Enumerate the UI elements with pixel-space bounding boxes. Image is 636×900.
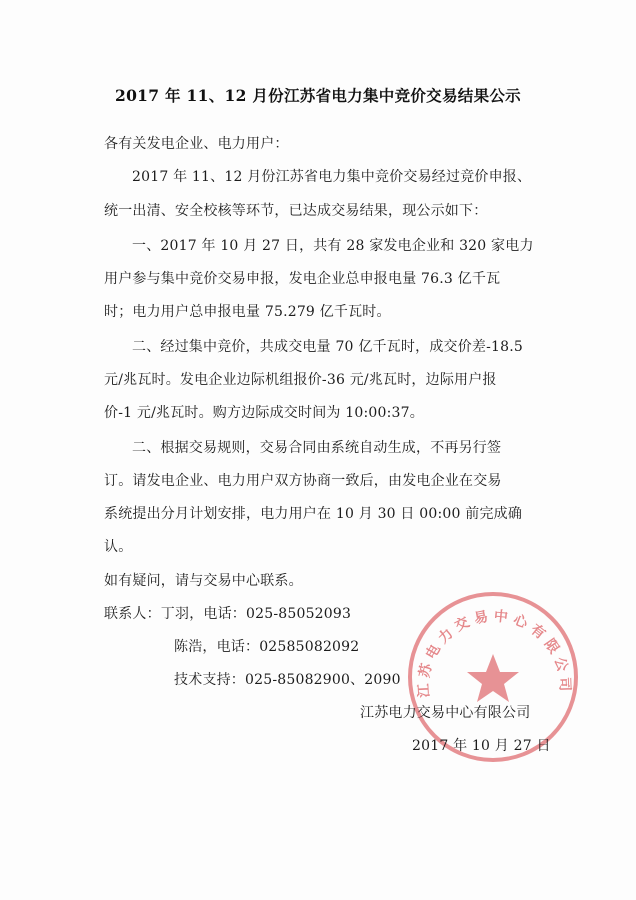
document-title: 2017 年 11、12 月份江苏省电力集中竞价交易结果公示 (115, 86, 521, 105)
seal-star-icon (467, 654, 519, 702)
para1-line-1: 一、2017 年 10 月 27 日，共有 28 家发电企业和 320 家电力 (132, 238, 534, 254)
issuer-name: 江苏电力交易中心有限公司 (360, 705, 531, 721)
para2-line-2: 元/兆瓦时。发电企业边际机组报价-36 元/兆瓦时，边际用户报 (104, 372, 497, 388)
issue-date: 2017 年 10 月 27 日 (412, 738, 551, 754)
para2-line-3: 价-1 元/兆瓦时。购方边际成交时间为 10:00:37。 (104, 405, 424, 421)
para3-line-3: 系统提出分月计划安排，电力用户在 10 月 30 日 00:00 前完成确 (104, 506, 523, 522)
para1-line-2: 用户参与集中竞价交易申报，发电企业总申报电量 76.3 亿千瓦 (104, 271, 501, 287)
para3-line-2: 订。请发电企业、电力用户双方协商一致后，由发电企业在交易 (104, 473, 502, 489)
seal-text: 江 苏 电 力 交 易 中 心 有 限 公 司 (415, 608, 573, 699)
para2-line-1: 二、经过集中竞价，共成交电量 70 亿千瓦时，成交价差-18.5 (132, 339, 524, 355)
tech-support-line: 技术支持：025-85082900、2090 (174, 672, 401, 688)
intro-line-1: 2017 年 11、12 月份江苏省电力集中竞价交易经过竞价申报、 (132, 169, 532, 185)
para3-line-4: 认。 (104, 539, 133, 555)
contact-line-1: 联系人：丁羽，电话：025-85052093 (104, 606, 352, 622)
para3-line-1: 二、根据交易规则，交易合同由系统自动生成，不再另行签 (132, 440, 502, 456)
intro-line-2: 统一出清、安全校核等环节，已达成交易结果，现公示如下： (104, 203, 488, 219)
inquiry-note: 如有疑问，请与交易中心联系。 (104, 573, 303, 589)
salutation: 各有关发电企业、电力用户： (104, 136, 289, 152)
contact-line-2: 陈浩，电话：02585082092 (174, 639, 360, 655)
para1-line-3: 时；电力用户总申报电量 75.279 亿千瓦时。 (104, 304, 391, 320)
